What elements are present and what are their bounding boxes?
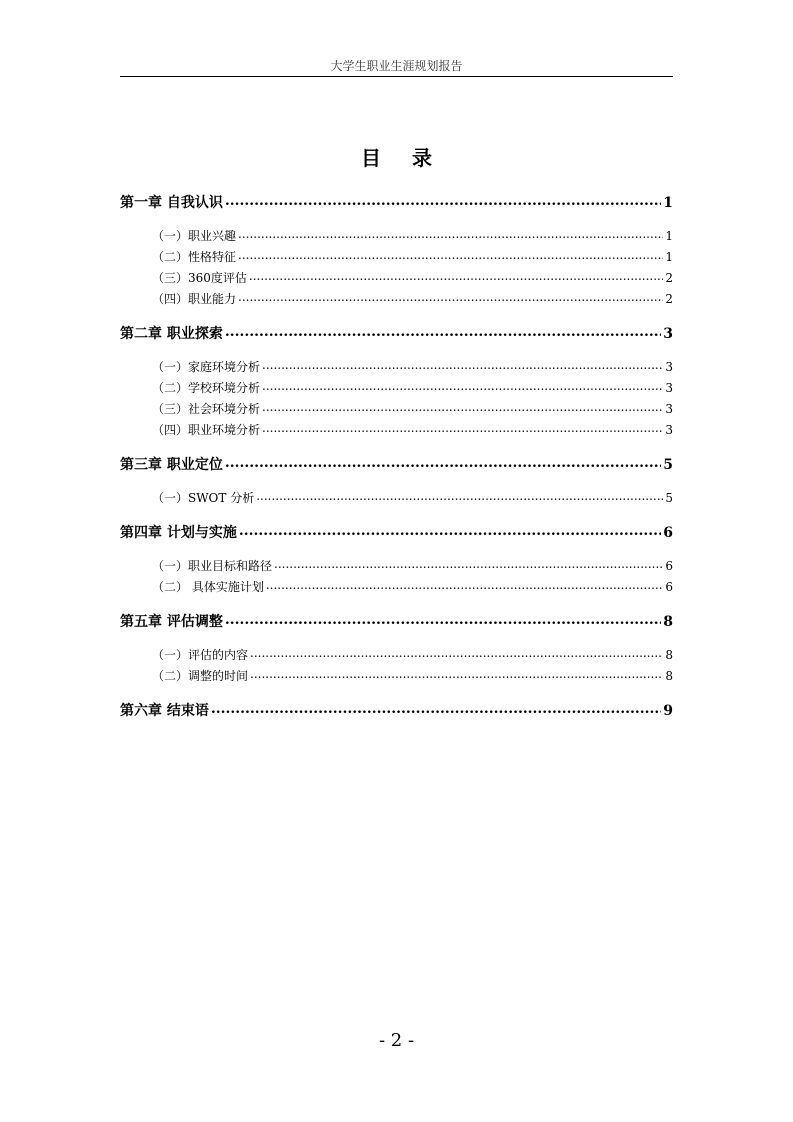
toc-entry-label: （四）职业能力: [152, 292, 237, 306]
toc-chapter-entry[interactable]: [120, 323, 673, 343]
toc-leader-dots: [250, 667, 663, 681]
toc-entry-page: 2: [665, 292, 673, 306]
toc-entry-label: （三）360度评估: [152, 271, 247, 285]
toc-entry-label: （二）调整的时间: [152, 669, 249, 683]
toc-entry-page: 6: [665, 559, 673, 573]
toc-entry-label: （二） 具体实施计划: [152, 580, 264, 594]
toc-title: 目 录: [361, 146, 444, 170]
toc-entry-page: 3: [665, 360, 673, 374]
toc-entry-label: 第六章 结束语: [120, 703, 209, 719]
toc-section-entry[interactable]: [120, 227, 673, 244]
toc-entry-label: （一）职业兴趣: [152, 229, 237, 243]
toc-entry-page: 8: [665, 669, 673, 683]
toc-entry-page: 3: [665, 381, 673, 395]
toc-leader-dots: [238, 227, 663, 241]
toc-leader-dots: [256, 489, 663, 503]
toc-entry-page: 1: [665, 250, 673, 264]
toc-entry-label: 第二章 职业探索: [120, 326, 223, 342]
toc-chapter-entry[interactable]: [120, 192, 673, 212]
toc-entry-page: 9: [663, 703, 673, 719]
toc-section-entry[interactable]: [120, 646, 673, 663]
toc-section-entry[interactable]: [120, 400, 673, 417]
toc-entry-label: （二）学校环境分析: [152, 381, 261, 395]
toc-entry-label: （一）职业目标和路径: [152, 559, 273, 573]
toc-entry-label: 第五章 评估调整: [120, 614, 223, 630]
toc-section-entry[interactable]: [120, 489, 673, 506]
toc-chapter-entry[interactable]: [120, 522, 673, 542]
toc-leader-dots: [211, 701, 661, 717]
toc-leader-dots: [262, 379, 663, 393]
toc-leader-dots: [262, 400, 663, 414]
toc-entry-label: （二）性格特征: [152, 250, 237, 264]
toc-section-entry[interactable]: [120, 578, 673, 595]
toc-chapter-entry[interactable]: [120, 700, 673, 720]
toc-leader-dots: [225, 455, 661, 471]
toc-section-entry[interactable]: [120, 557, 673, 574]
toc-leader-dots: [262, 421, 663, 435]
toc-leader-dots: [250, 646, 663, 660]
toc-entry-label: 第三章 职业定位: [120, 457, 223, 473]
toc-entry-page: 3: [665, 423, 673, 437]
toc-entry-label: （一）评估的内容: [152, 648, 249, 662]
toc-chapter-entry[interactable]: [120, 611, 673, 631]
toc-entry-page: 8: [665, 648, 673, 662]
toc-section-entry[interactable]: [120, 421, 673, 438]
toc-entry-page: 1: [665, 229, 673, 243]
header-rule: [120, 76, 673, 77]
toc-leader-dots: [239, 523, 661, 539]
toc-entry-page: 1: [663, 195, 673, 211]
toc-entry-page: 6: [665, 580, 673, 594]
toc-entry-page: 5: [663, 457, 673, 473]
toc-entry-page: 8: [663, 614, 673, 630]
page-number: - 2 -: [378, 1030, 415, 1051]
toc-leader-dots: [225, 193, 661, 209]
toc-entry-page: 2: [665, 271, 673, 285]
toc-entry-page: 3: [663, 326, 673, 342]
toc-section-entry[interactable]: [120, 379, 673, 396]
toc-leader-dots: [266, 578, 664, 592]
toc-section-entry[interactable]: [120, 358, 673, 375]
toc-entry-page: 3: [665, 402, 673, 416]
toc-entry-label: （一）家庭环境分析: [152, 360, 261, 374]
toc-entry-label: （一）SWOT 分析: [152, 491, 255, 505]
toc-section-entry[interactable]: [120, 269, 673, 286]
toc-leader-dots: [225, 324, 661, 340]
toc-entry-label: 第一章 自我认识: [120, 195, 223, 211]
toc-leader-dots: [238, 290, 663, 304]
toc-leader-dots: [238, 248, 663, 262]
toc-entry-page: 6: [663, 525, 673, 541]
toc-entry-page: 5: [665, 491, 673, 505]
toc-leader-dots: [274, 557, 663, 571]
toc-section-entry[interactable]: [120, 248, 673, 265]
toc-chapter-entry[interactable]: [120, 454, 673, 474]
toc-entry-label: （四）职业环境分析: [152, 423, 261, 437]
toc-entry-label: （三）社会环境分析: [152, 402, 261, 416]
toc-leader-dots: [249, 269, 663, 283]
toc-section-entry[interactable]: [120, 667, 673, 684]
toc-leader-dots: [225, 612, 661, 628]
toc-leader-dots: [262, 358, 663, 372]
running-header: 大学生职业生涯规划报告: [330, 59, 463, 73]
toc-section-entry[interactable]: [120, 290, 673, 307]
toc-entry-label: 第四章 计划与实施: [120, 525, 237, 541]
